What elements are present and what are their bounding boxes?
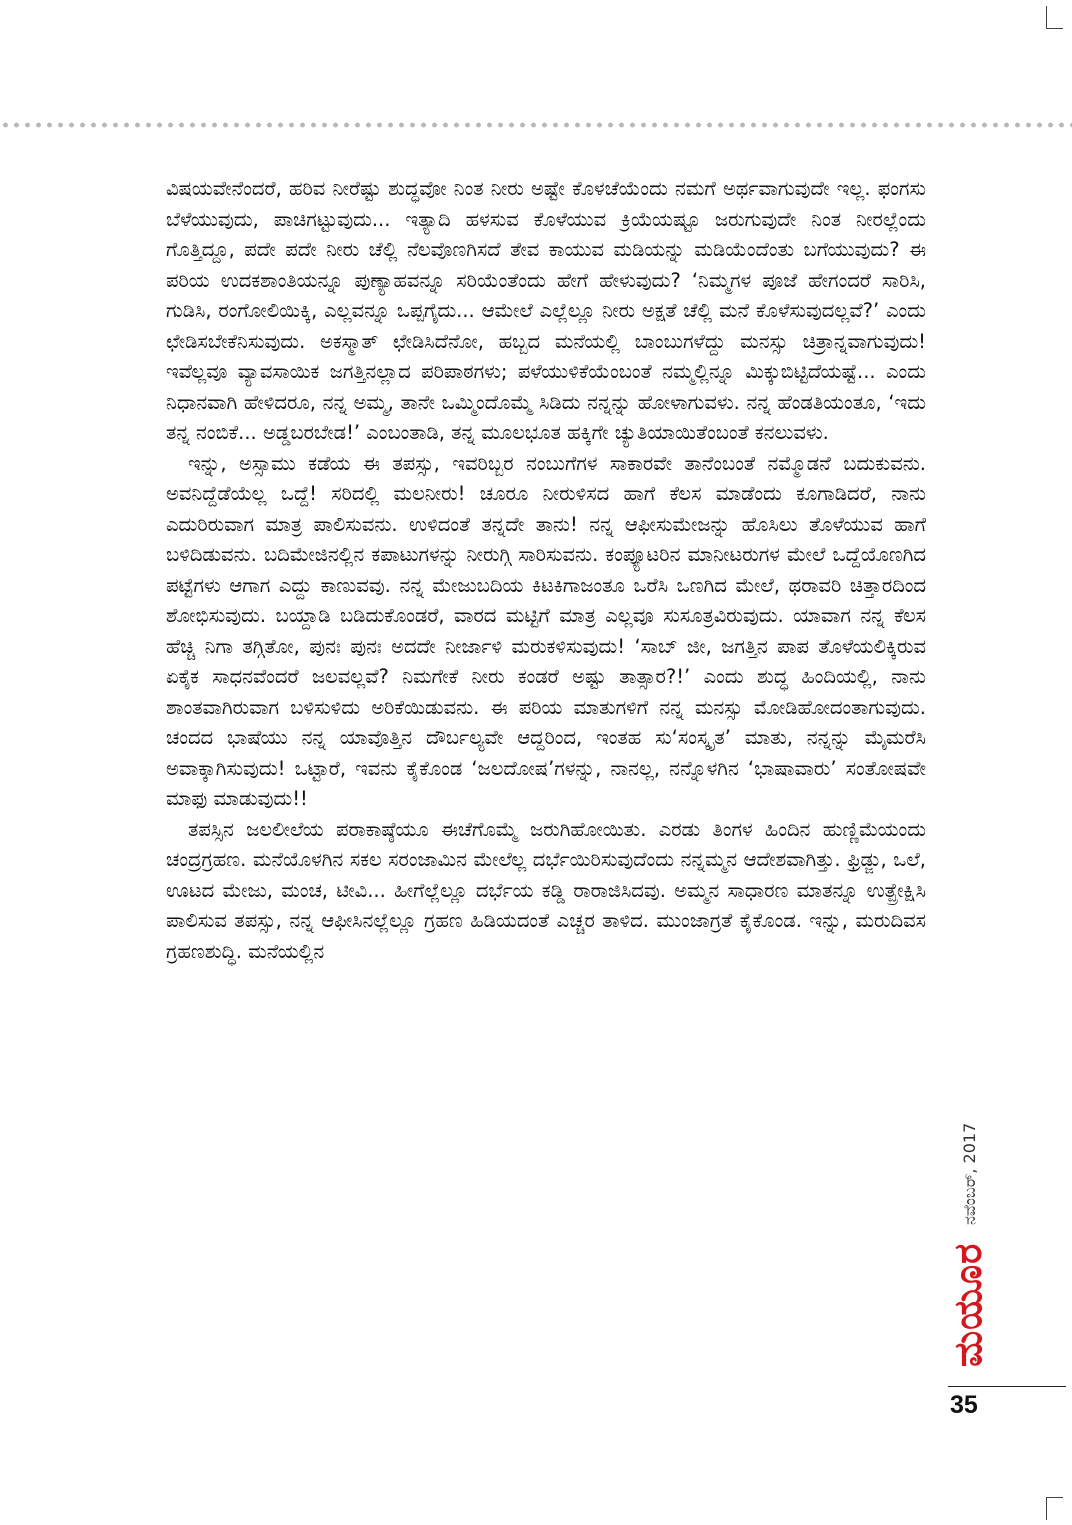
crop-mark-top	[1046, 6, 1063, 29]
issue-date: ನವೆಂಬರ್, 2017	[960, 1122, 979, 1225]
article-body	[166, 174, 926, 967]
paragraph-2: ಇನ್ನು, ಅಸ್ಸಾಮು ಕಡೆಯ ಈ ತಪಸ್ಸು, ಇವರಿಬ್ಬರ ನಂಬುಗೆಗಳ ಸಾಕಾರವೇ ತಾನೆಂಬಂತೆ ನಮ್ಮೊಡನೆ ಬದುಕುವನು. ಅವನಿದ್ದೆಡೆಯೆಲ್ಲ ಒದ್ದೆ! ಸರಿದಲ್ಲಿ ಮಲನೀರು! ಚೂರೂ ನೀರುಳಿಸದ ಹಾಗೆ ಕೆಲಸ ಮಾಡೆಂದು ಕೂಗಾಡಿದರೆ, ನಾನು ಎದುರಿರುವಾಗ ಮಾತ್ರ ಪಾಲಿಸುವನು. ಉಳಿದಂತೆ ತನ್ನದೇ ತಾನು! ನನ್ನ ಆಫೀಸುಮೇಜನ್ನು ಹೊಸಿಲು ತೊಳೆಯುವ ಹಾಗೆ ಬಳಿದಿಡುವನು. ಬದಿಮೇಜಿನಲ್ಲಿನ ಕಪಾಟುಗಳನ್ನು ನೀರುಗ್ಗಿ ಸಾರಿಸುವನು. ಕಂಪ್ಯೂಟರಿನ ಮಾನೀಟರುಗಳ ಮೇಲೆ ಒದ್ದೆಯೊಣಗಿದ ಪಟ್ಟೆಗಳು ಆಗಾಗ ಎದ್ದು ಕಾಣುವವು. ನನ್ನ ಮೇಜುಬದಿಯ ಕಿಟಕಿಗಾಜಂತೂ ಒರೆಸಿ ಒಣಗಿದ ಮೇಲೆ, ಥರಾವರಿ ಚಿತ್ತಾರದಿಂದ ಶೋಭಿಸುವುದು. ಬಯ್ದಾಡಿ ಬಡಿದುಕೊಂಡರೆ, ವಾರದ ಮಟ್ಟಿಗೆ ಮಾತ್ರ ಎಲ್ಲವೂ ಸುಸೂತ್ರವಿರುವುದು. ಯಾವಾಗ ನನ್ನ ಕೆಲಸ ಹೆಚ್ಚಿ ನಿಗಾ ತಗ್ಗಿತೋ, ಪುನಃ ಪುನಃ ಅದದೇ ನೀರ್ಜಾಳಿ ಮರುಕಳಿಸುವುದು! ‘ಸಾಬ್ ಜೀ, ಜಗತ್ತಿನ ಪಾಪ ತೊಳೆಯಲಿಕ್ಕಿರುವ ಏಕೈಕ ಸಾಧನವೆಂದರೆ ಜಲವಲ್ಲವೆ? ನಿಮಗೇಕೆ ನೀರು ಕಂಡರೆ ಅಷ್ಟು ತಾತ್ಸಾರ?!’ ಎಂದು ಶುದ್ಧ ಹಿಂದಿಯಲ್ಲಿ, ನಾನು ಶಾಂತವಾಗಿರುವಾಗ ಬಳಿಸುಳಿದು ಅರಿಕೆಯಿಡುವನು. ಈ ಪರಿಯ ಮಾತುಗಳಿಗೆ ನನ್ನ ಮನಸ್ಸು ಮೋಡಿಹೋದಂತಾಗುವುದು. ಚಂದದ ಭಾಷೆಯು ನನ್ನ ಯಾವೊತ್ತಿನ ದೌರ್ಬಲ್ಯವೇ ಆದ್ದರಿಂದ, ಇಂತಹ ಸು‘ಸಂಸ್ಕೃತ’ ಮಾತು, ನನ್ನನ್ನು ಮೈಮರೆಸಿ ಅವಾಕ್ಕಾಗಿಸುವುದು! ಒಟ್ಟಾರೆ, ಇವನು ಕೈಕೊಂಡ ‘ಜಲದೋಷ’ಗಳನ್ನು, ನಾನಲ್ಲ, ನನ್ನೊಳಗಿನ ‘ಭಾಷಾವಾರು’ ಸಂತೋಷವೇ ಮಾಫು ಮಾಡುವುದು!!	[166, 451, 926, 810]
page-number: 35	[950, 1391, 978, 1419]
paragraph-1: ವಿಷಯವೇನೆಂದರೆ, ಹರಿವ ನೀರೆಷ್ಟು ಶುದ್ಧವೋ ನಿಂತ ನೀರು ಅಷ್ಟೇ ಕೊಳಚೆಯೆಂದು ನಮಗೆ ಅರ್ಥವಾಗುವುದೇ ಇಲ್ಲ. ಫಂಗಸು ಬೆಳೆಯುವುದು, ಪಾಚಿಗಟ್ಟುವುದು... ಇತ್ಯಾದಿ ಹಳಸುವ ಕೊಳೆಯುವ ಕ್ರಿಯೆಯಷ್ಟೂ ಜರುಗುವುದೇ ನಿಂತ ನೀರಲ್ಲೆಂದು ಗೊತ್ತಿದ್ದೂ, ಪದೇ ಪದೇ ನೀರು ಚೆಲ್ಲಿ ನೆಲವೊಣಗಿಸದೆ ತೇವ ಕಾಯುವ ಮಡಿಯನ್ನು ಮಡಿಯೆಂದೆಂತು ಬಗೆಯುವುದು? ಈ ಪರಿಯ ಉದಕಶಾಂತಿಯನ್ನೂ ಪುಣ್ಯಾಹವನ್ನೂ ಸರಿಯೆಂತೆಂದು ಹೇಗೆ ಹೇಳುವುದು? ‘ನಿಮ್ಮಗಳ ಪೂಜೆ ಹೇಗಂದರೆ ಸಾರಿಸಿ, ಗುಡಿಸಿ, ರಂಗೋಲಿಯಿಕ್ಕಿ, ಎಲ್ಲವನ್ನೂ ಒಪ್ಪಗೈದು... ಆಮೇಲೆ ಎಲ್ಲೆಲ್ಲೂ ನೀರು ಅಕ್ಷತೆ ಚೆಲ್ಲಿ ಮನೆ ಕೊಳೆಸುವುದಲ್ಲವೆ?’ ಎಂದು ಛೇಡಿಸಬೇಕೆನಿಸುವುದು. ಅಕಸ್ಮಾತ್ ಛೇಡಿಸಿದೆನೋ, ಹಬ್ಬದ ಮನೆಯಲ್ಲಿ ಬಾಂಬುಗಳೆದ್ದು ಮನಸ್ಸು ಚಿತ್ರಾನ್ನವಾಗುವುದು! ಇವೆಲ್ಲವೂ ವ್ಯಾವಸಾಯಿಕ ಜಗತ್ತಿನಲ್ಲಾದ ಪರಿಪಾಠಗಳು; ಪಳೆಯುಳಿಕೆಯೆಂಬಂತೆ ನಮ್ಮಲ್ಲಿನ್ನೂ ಮಿಕ್ಕುಬಿಟ್ಟಿದೆಯಷ್ಟೆ... ಎಂದು ನಿಧಾನವಾಗಿ ಹೇಳಿದರೂ, ನನ್ನ ಅಮ್ಮ, ತಾನೇ ಒಮ್ಮಿಂದೊಮ್ಮೆ ಸಿಡಿದು ನನ್ನನ್ನು ಹೋಳಾಗುವಳು. ನನ್ನ ಹೆಂಡತಿಯಂತೂ, ‘ಇದು ತನ್ನ ನಂಬಿಕೆ... ಅಡ್ಡಬರಬೇಡ!’ ಎಂಬಂತಾಡಿ, ತನ್ನ ಮೂಲಭೂತ ಹಕ್ಕಿಗೇ ಚ್ಯುತಿಯಾಯಿತೆಂಬಂತೆ ಕನಲುವಳು.	[166, 177, 926, 444]
page-number-rule	[948, 1386, 1066, 1387]
magazine-side-strip	[938, 1085, 998, 1385]
crop-mark-bottom	[1046, 1497, 1063, 1520]
dotted-header-rule	[0, 122, 1072, 128]
magazine-logo: ಮಯೂರ	[946, 1242, 990, 1368]
paragraph-3: ತಪಸ್ಸಿನ ಜಲಲೀಲೆಯ ಪರಾಕಾಷ್ಠೆಯೂ ಈಚೆಗೊಮ್ಮೆ ಜರುಗಿಹೋಯಿತು. ಎರಡು ತಿಂಗಳ ಹಿಂದಿನ ಹುಣ್ಣಿಮೆಯಂದು ಚಂದ್ರಗ್ರಹಣ. ಮನೆಯೊಳಗಿನ ಸಕಲ ಸರಂಜಾಮಿನ ಮೇಲೆಲ್ಲ ದರ್ಭೆಯಿರಿಸುವುದೆಂದು ನನ್ನಮ್ಮನ ಆದೇಶವಾಗಿತ್ತು. ಫ್ರಿಡ್ಜು, ಒಲೆ, ಊಟದ ಮೇಜು, ಮಂಚ, ಟೀವಿ... ಹೀಗೆಲ್ಲೆಲ್ಲೂ ದರ್ಭೆಯ ಕಡ್ಡಿ ರಾರಾಜಿಸಿದವು. ಅಮ್ಮನ ಸಾಧಾರಣ ಮಾತನ್ನೂ ಉತ್ಪ್ರೇಕ್ಷಿಸಿ ಪಾಲಿಸುವ ತಪಸ್ಸು, ನನ್ನ ಆಫೀಸಿನಲ್ಲೆಲ್ಲೂ ಗ್ರಹಣ ಹಿಡಿಯದಂತೆ ಎಚ್ಚರ ತಾಳಿದ. ಮುಂಜಾಗ್ರತೆ ಕೈಕೊಂಡ. ಇನ್ನು, ಮರುದಿವಸ ಗ್ರಹಣಶುದ್ಧಿ. ಮನೆಯಲ್ಲಿನ	[166, 817, 926, 963]
